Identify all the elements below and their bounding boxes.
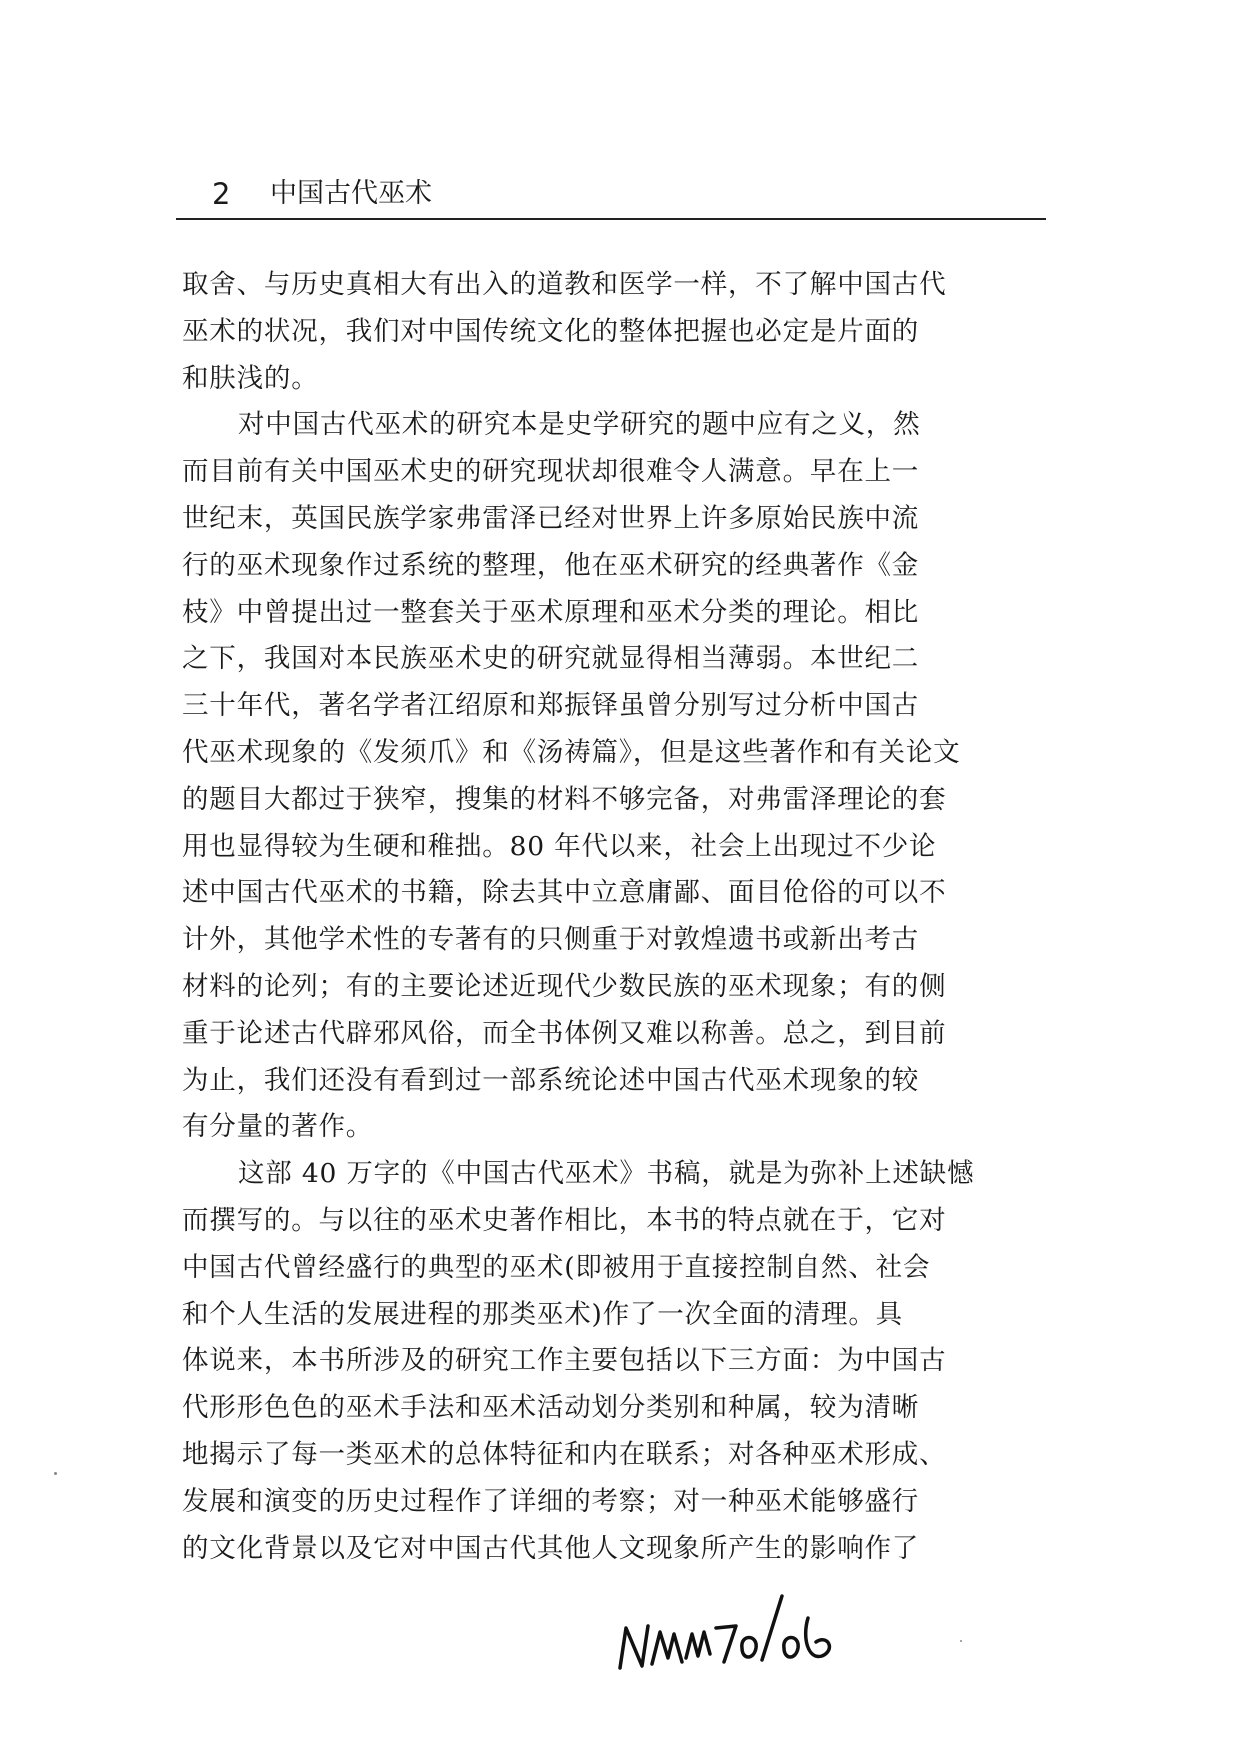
text-line: 世纪末，英国民族学家弗雷泽已经对世界上许多原始民族中流 bbox=[182, 502, 920, 534]
scan-speck bbox=[54, 1472, 57, 1475]
text-line: 之下，我国对本民族巫术史的研究就显得相当薄弱。本世纪二 bbox=[182, 643, 920, 675]
text-line: 而目前有关中国巫术史的研究现状却很难令人满意。早在上一 bbox=[182, 456, 920, 488]
text-line: 地揭示了每一类巫术的总体特征和内在联系；对各种巫术形成、 bbox=[182, 1438, 947, 1470]
text-line: 巫术的状况，我们对中国传统文化的整体把握也必定是片面的 bbox=[182, 315, 920, 347]
text-line: 的文化背景以及它对中国古代其他人文现象所产生的影响作了 bbox=[182, 1532, 920, 1564]
text-line: 发展和演变的历史过程作了详细的考察；对一种巫术能够盛行 bbox=[182, 1485, 920, 1517]
text-line: 而撰写的。与以往的巫术史著作相比，本书的特点就在于，它对 bbox=[182, 1204, 947, 1236]
scan-speck bbox=[960, 1640, 962, 1642]
text-line: 用也显得较为生硬和稚拙。80 年代以来，社会上出现过不少论 bbox=[182, 830, 937, 862]
text-line: 计外，其他学术性的专著有的只侧重于对敦煌遗书或新出考古 bbox=[182, 924, 920, 956]
text-line: 中国古代曾经盛行的典型的巫术(即被用于直接控制自然、社会 bbox=[182, 1251, 931, 1283]
text-line: 的题目大都过于狭窄，搜集的材料不够完备，对弗雷泽理论的套 bbox=[182, 783, 947, 815]
text-line: 材料的论列；有的主要论述近现代少数民族的巫术现象；有的侧 bbox=[182, 970, 947, 1002]
text-line: 和个人生活的发展进程的那类巫术)作了一次全面的清理。具 bbox=[182, 1298, 903, 1330]
text-line: 三十年代，著名学者江绍原和郑振铎虽曾分别写过分析中国古 bbox=[182, 690, 920, 722]
running-title: 中国古代巫术 bbox=[270, 178, 432, 209]
text-line: 行的巫术现象作过系统的整理，他在巫术研究的经典著作《金 bbox=[182, 549, 920, 581]
handwritten-signature bbox=[612, 1588, 852, 1678]
text-line: 代巫术现象的《发须爪》和《汤祷篇》，但是这些著作和有关论文 bbox=[182, 736, 961, 768]
text-line: 枝》中曾提出过一整套关于巫术原理和巫术分类的理论。相比 bbox=[182, 596, 920, 628]
text-line: 和肤浅的。 bbox=[182, 362, 319, 394]
text-line: 为止，我们还没有看到过一部系统论述中国古代巫术现象的较 bbox=[182, 1064, 920, 1096]
text-line: 述中国古代巫术的书籍，除去其中立意庸鄙、面目伧俗的可以不 bbox=[182, 877, 947, 909]
text-line: 重于论述古代辟邪风俗，而全书体例又难以称善。总之，到目前 bbox=[182, 1017, 947, 1049]
paragraph-start-line: 对中国古代巫术的研究本是史学研究的题中应有之义，然 bbox=[238, 409, 921, 441]
page-number: 2 bbox=[212, 177, 231, 211]
text-line: 体说来，本书所涉及的研究工作主要包括以下三方面：为中国古 bbox=[182, 1345, 947, 1377]
running-header bbox=[176, 178, 1046, 220]
paragraph-start-line: 这部 40 万字的《中国古代巫术》书稿，就是为弥补上述缺憾 bbox=[238, 1158, 975, 1190]
text-line: 有分量的著作。 bbox=[182, 1111, 374, 1143]
text-line: 代形形色色的巫术手法和巫术活动划分类别和种属，较为清晰 bbox=[182, 1392, 920, 1424]
text-line: 取舍、与历史真相大有出入的道教和医学一样，不了解中国古代 bbox=[182, 269, 947, 300]
body-text bbox=[182, 262, 1058, 1572]
